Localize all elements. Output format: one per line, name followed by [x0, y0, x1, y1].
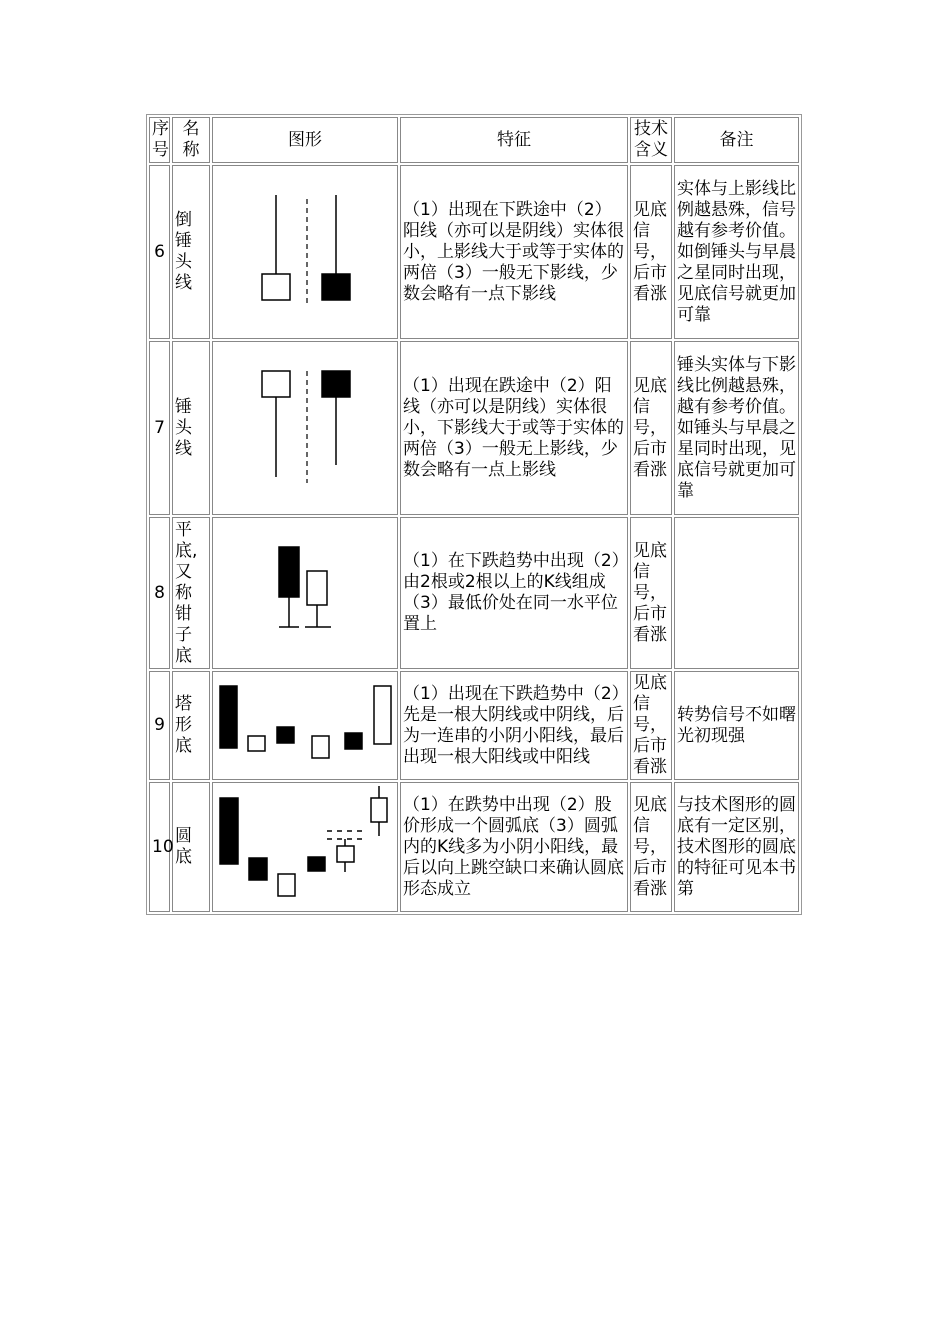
row-note: 转势信号不如曙光初现强	[674, 671, 799, 780]
table-row	[149, 671, 799, 780]
tower-bottom-candles-icon	[212, 671, 398, 780]
row-feature: （1）出现在下跌途中（2）阳线（亦可以是阴线）实体很小，上影线大于或等于实体的两倍（3）一般无下影线，少数会略有一点下影线	[400, 165, 628, 339]
header-name: 名称	[172, 117, 210, 163]
inverted-hammer-candles-icon	[212, 165, 398, 339]
hammer-candles-icon	[212, 341, 398, 515]
row-meaning: 见底信号，后市看涨	[630, 165, 672, 339]
flat-bottom-candles-icon	[212, 517, 398, 669]
row-feature: （1）出现在跌途中（2）阳线（亦可以是阴线）实体很小，下影线大于或等于实体的两倍（3）一般无上影线，少数会略有一点上影线	[400, 341, 628, 515]
header-meaning: 技术含义	[630, 117, 672, 163]
table-row	[149, 165, 799, 339]
row-meaning: 见底信号，后市看涨	[630, 671, 672, 780]
row-name: 锤头线	[172, 341, 210, 515]
row-feature: （1）在跌势中出现（2）股价形成一个圆弧底（3）圆弧内的K线多为小阴小阳线，最后以向上跳空缺口来确认圆底形态成立	[400, 782, 628, 912]
table-row	[149, 341, 799, 515]
row-feature: （1）出现在下跌趋势中（2）先是一根大阴线或中阴线，后为一连串的小阴小阳线，最后出现一根大阳线或中阳线	[400, 671, 628, 780]
header-seq: 序号	[149, 117, 170, 163]
row-note: 与技术图形的圆底有一定区别，技术图形的圆底的特征可见本书第	[674, 782, 799, 912]
row-name: 倒锤头线	[172, 165, 210, 339]
row-feature: （1）在下跌趋势中出现（2）由2根或2根以上的K线组成（3）最低价处在同一水平位置上	[400, 517, 628, 669]
row-note: 锤头实体与下影线比例越悬殊，越有参考价值。如锤头与早晨之星同时出现，见底信号就更加可靠	[674, 341, 799, 515]
row-name: 塔形底	[172, 671, 210, 780]
row-note: 实体与上影线比例越悬殊，信号越有参考价值。如倒锤头与早晨之星同时出现，见底信号就更加可靠	[674, 165, 799, 339]
header-note: 备注	[674, 117, 799, 163]
row-seq: 10	[149, 782, 170, 912]
header-feature: 特征	[400, 117, 628, 163]
candlestick-pattern-table	[146, 114, 802, 915]
row-meaning: 见底信号，后市看涨	[630, 517, 672, 669]
header-row	[149, 117, 799, 163]
row-seq: 7	[149, 341, 170, 515]
row-seq: 8	[149, 517, 170, 669]
rounded-bottom-candles-icon	[212, 782, 398, 912]
table-row	[149, 782, 799, 912]
row-meaning: 见底信号，后市看涨	[630, 782, 672, 912]
row-meaning: 见底信号，后市看涨	[630, 341, 672, 515]
row-seq: 9	[149, 671, 170, 780]
row-name: 平底,又称钳子底	[172, 517, 210, 669]
table-row	[149, 517, 799, 669]
header-figure: 图形	[212, 117, 398, 163]
row-seq: 6	[149, 165, 170, 339]
row-name: 圆底	[172, 782, 210, 912]
row-note	[674, 517, 799, 669]
